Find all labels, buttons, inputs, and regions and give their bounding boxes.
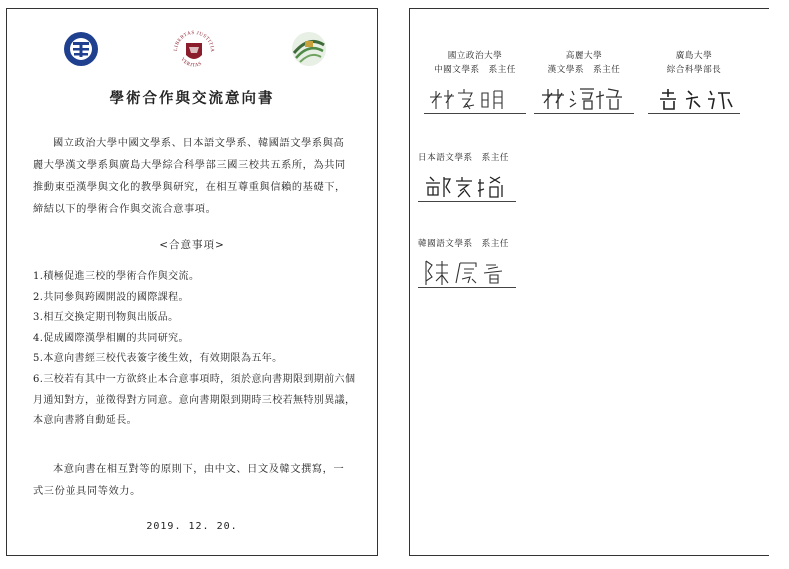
agreement-item: 3.相互交換定期刊物與出版品。 xyxy=(33,312,179,324)
svg-text:VERITAS xyxy=(179,57,203,68)
right-page xyxy=(409,8,769,556)
agreement-item: 5.本意向書經三校代表簽字後生效，有效期限為五年。 xyxy=(33,353,283,365)
hiroshima-university-logo xyxy=(291,31,327,67)
signature-line xyxy=(418,169,516,202)
signature-block-hiroshima xyxy=(648,49,740,114)
institution-name: 廣島大學 xyxy=(675,51,713,61)
handwritten-signature xyxy=(534,81,634,113)
closing-paragraph: 本意向書在相互對等的原則下，由中文、日文及韓文撰寫，一式三份並具同等效力。 xyxy=(33,464,345,497)
document-title: 學術合作與交流意向書 xyxy=(109,90,275,107)
agreement-item: 2.共同參與跨國開設的國際課程。 xyxy=(33,291,189,303)
handwritten-signature xyxy=(424,81,526,113)
handwritten-signature xyxy=(418,169,516,201)
handwritten-signature xyxy=(418,255,516,287)
signature-block-korea xyxy=(534,49,634,114)
intro-paragraph: 國立政治大學中國文學系、日本語文學系、韓國語文學系與高麗大學漢文學系與廣島大學綜合科學部三國三校共五系所，為共同推動東亞漢學與文化的教學與研究，在相互尊重與信賴的基礎下，締結以下的學術合作與交流合意事項。 xyxy=(33,138,346,215)
korea-university-logo xyxy=(169,25,219,73)
signer-title: 中國文學系 系主任 xyxy=(434,65,516,75)
signature-line xyxy=(418,255,516,288)
agreement-items-heading: <合意事項> xyxy=(159,239,225,251)
signing-date: 2019. 12. 20. xyxy=(146,521,238,532)
signer-title: 韓國語文學系 系主任 xyxy=(418,239,509,249)
institution-name: 高麗大學 xyxy=(565,51,603,61)
left-page xyxy=(6,8,378,556)
signer-title: 日本語文學系 系主任 xyxy=(418,153,509,163)
signature-block-nccu-japanese xyxy=(418,151,516,202)
korea-logo-motto-bottom: VERITAS xyxy=(179,57,204,69)
institution-name: 國立政治大學 xyxy=(447,51,503,61)
handwritten-signature xyxy=(648,81,740,113)
signature-block-nccu-korean xyxy=(418,237,516,288)
agreement-items-list xyxy=(33,267,363,432)
agreement-item: 1.積極促進三校的學術合作與交流。 xyxy=(33,271,200,282)
signature-line xyxy=(648,81,740,114)
signature-line xyxy=(424,81,526,114)
signer-title: 漢文學系 系主任 xyxy=(547,65,621,75)
signature-line xyxy=(534,81,634,114)
signer-title: 綜合科學部長 xyxy=(666,65,722,75)
signature-block-nccu-chinese xyxy=(424,49,526,114)
korea-logo-motto-top: LIBERTAS JUSTITIA xyxy=(173,30,215,53)
nccu-logo xyxy=(63,31,99,67)
agreement-item: 6.三校若有其中一方欲終止本合意事項時，須於意向書期限到期前六個月通知對方，並徵得對方同意。意向書期限到期時三校若無特別異議，本意向書將自動延長。 xyxy=(33,373,356,427)
agreement-item: 4.促成國際漢學相關的共同研究。 xyxy=(33,332,189,344)
